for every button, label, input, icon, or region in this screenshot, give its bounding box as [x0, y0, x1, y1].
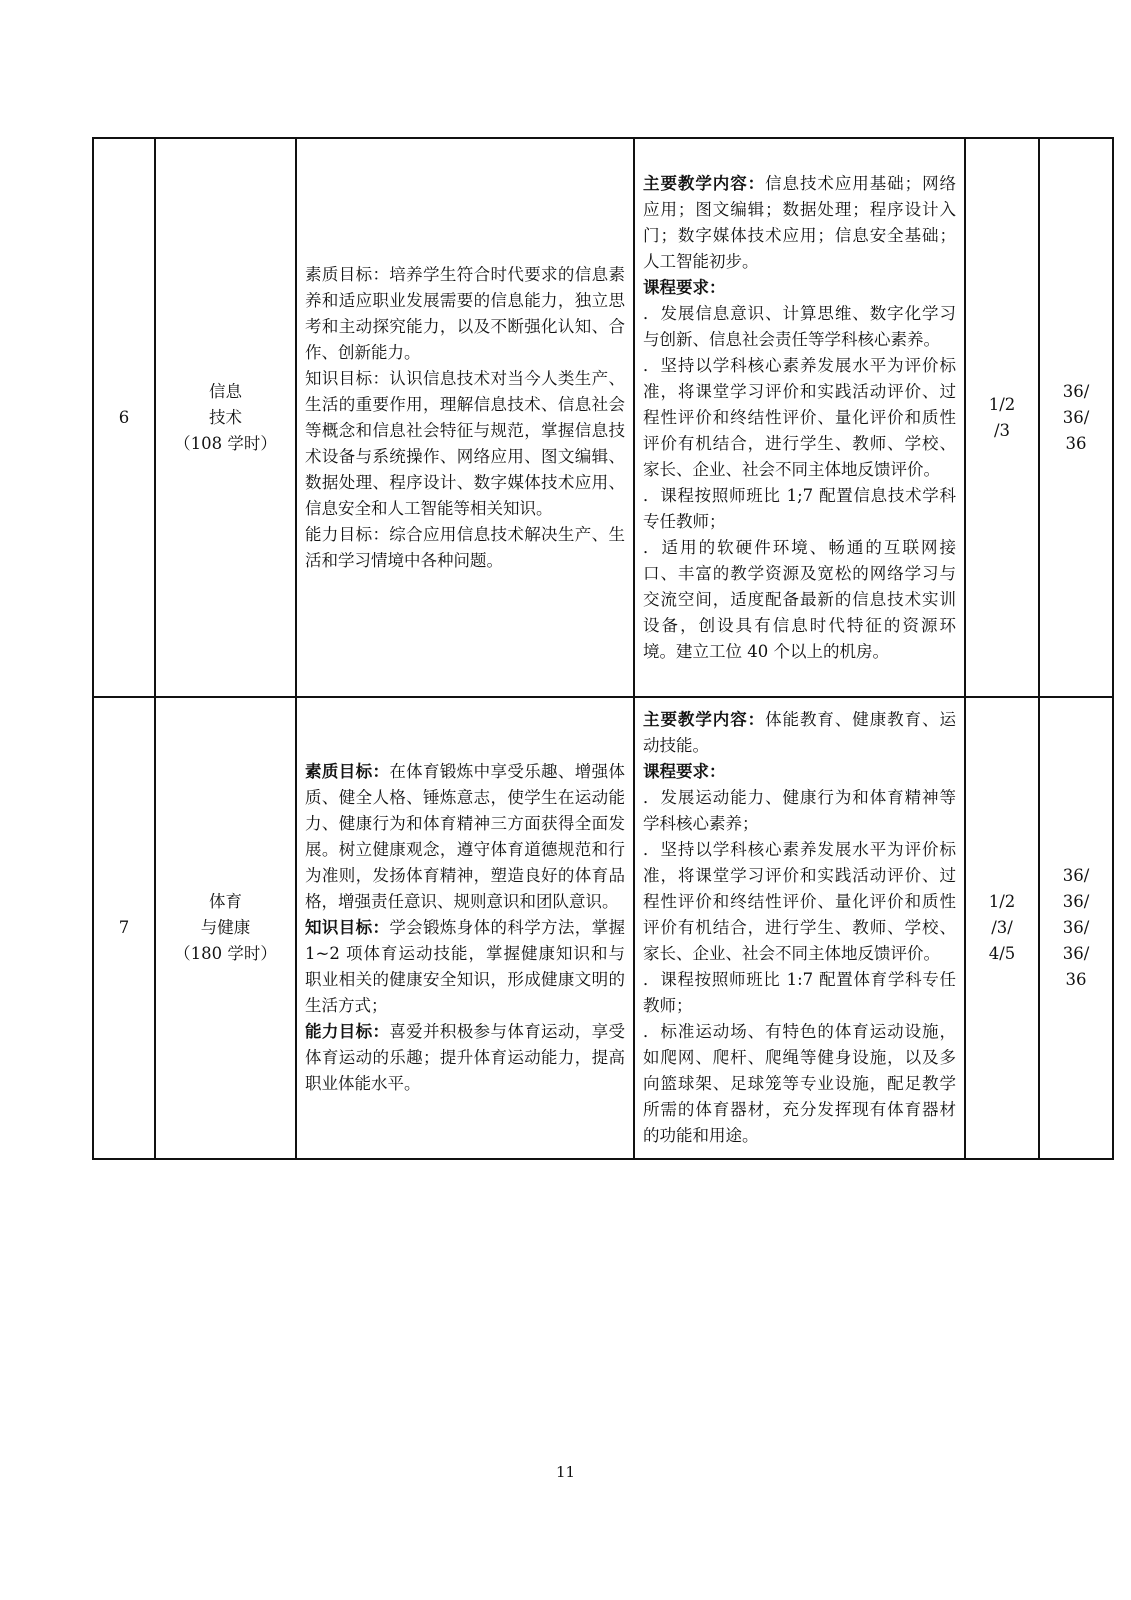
goal-quality: 素质目标：培养学生符合时代要求的信息素养和适应职业发展需要的信息能力，独立思考和主动探究能力，以及不断强化认知、合作、创新能力。 — [305, 264, 625, 362]
page-number: 11 — [555, 1463, 576, 1481]
hours-cell — [1039, 138, 1113, 697]
hours-line: 36/ — [1062, 918, 1090, 937]
goal-ability: 能力目标：综合应用信息技术解决生产、生活和学习情境中各种问题。 — [305, 524, 625, 570]
hours-line: 36/ — [1062, 944, 1090, 963]
main-content: 主要教学内容：信息技术应用基础；网络应用；图文编辑；数据处理；程序设计入门；数字媒体技术应用；信息安全基础；人工智能初步。 — [643, 173, 957, 271]
course-name-line: 技术 — [209, 407, 242, 427]
semester-cell — [965, 697, 1039, 1159]
course-number: 7 — [93, 697, 155, 1159]
requirement-item: ．坚持以学科核心素养发展水平为评价标准，将课堂学习评价和实践活动评价、过程性评价和终结性评价、量化评价和质性评价有机结合，进行学生、教师、学校、家长、企业、社会不同主体地反馈评价。 — [643, 840, 956, 963]
requirement-item: ．课程按照师班比 1:7 配置体育学科专任教师； — [643, 970, 956, 1015]
hours-line: 36/ — [1062, 381, 1090, 401]
hours-line: 36 — [1065, 970, 1087, 989]
semester-line: 1/2 — [988, 394, 1016, 414]
course-goals — [296, 138, 634, 697]
course-hours-label: （180 学时） — [174, 944, 277, 963]
semester-line: 4/5 — [988, 944, 1016, 963]
course-name — [155, 697, 296, 1159]
semester-line: /3 — [993, 420, 1011, 440]
course-name-line: 体育 — [209, 892, 242, 911]
semester-line: 1/2 — [988, 892, 1016, 911]
hours-line: 36/ — [1062, 866, 1090, 885]
table-row — [93, 138, 1113, 697]
course-content — [634, 138, 965, 697]
requirement-item: ．发展信息意识、计算思维、数字化学习与创新、信息社会责任等学科核心素养。 — [643, 303, 956, 349]
goal-quality: 素质目标：在体育锻炼中享受乐趣、增强体质、健全人格、锤炼意志，使学生在运动能力、健康行为和体育精神三方面获得全面发展。树立健康观念，遵守体育道德规范和行为准则，发扬体育精神，塑造良好的体育品格，增强责任意识、规则意识和团队意识。 — [305, 762, 626, 911]
semester-line: /3/ — [991, 918, 1013, 937]
goal-knowledge: 知识目标：学会锻炼身体的科学方法，掌握 1~2 项体育运动技能，掌握健康知识和与职业相关的健康安全知识，形成健康文明的生活方式； — [305, 918, 626, 1015]
requirement-item: ．课程按照师班比 1;7 配置信息技术学科专任教师； — [643, 485, 956, 531]
requirement-item: ．发展运动能力、健康行为和体育精神等学科核心素养； — [643, 788, 956, 833]
hours-line: 36/ — [1062, 407, 1090, 427]
course-table — [92, 137, 1114, 1160]
table-row — [93, 697, 1113, 1159]
course-content — [634, 697, 965, 1159]
course-name-line: 信息 — [209, 381, 242, 401]
requirement-item: ．适用的软硬件环境、畅通的互联网接口、丰富的教学资源及宽松的网络学习与交流空间，适度配备最新的信息技术实训设备，创设具有信息时代特征的资源环境。建立工位 40 个以上的机房。 — [643, 537, 956, 661]
course-name — [155, 138, 296, 697]
course-goals — [296, 697, 634, 1159]
goal-ability: 能力目标：喜爱并积极参与体育运动，享受体育运动的乐趣；提升体育运动能力，提高职业体能水平。 — [305, 1022, 626, 1093]
hours-line: 36/ — [1062, 892, 1090, 911]
hours-line: 36 — [1065, 433, 1087, 453]
course-hours-label: （108 学时） — [174, 433, 277, 453]
semester-cell — [965, 138, 1039, 697]
main-content: 主要教学内容：体能教育、健康教育、运动技能。 — [643, 710, 957, 755]
hours-cell — [1039, 697, 1113, 1159]
requirements-heading: 课程要求： — [643, 277, 726, 297]
course-name-line: 与健康 — [200, 918, 251, 937]
goal-knowledge: 知识目标：认识信息技术对当今人类生产、生活的重要作用，理解信息技术、信息社会等概念和信息社会特征与规范，掌握信息技术设备与系统操作、网络应用、图文编辑、数据处理、程序设计、数字媒体技术应用、信息安全和人工智能等相关知识。 — [305, 368, 625, 518]
requirement-item: ．标准运动场、有特色的体育运动设施，如爬网、爬杆、爬绳等健身设施，以及多向篮球架、足球笼等专业设施，配足教学所需的体育器材，充分发挥现有体育器材的功能和用途。 — [643, 1022, 956, 1145]
requirements-heading: 课程要求： — [643, 762, 726, 781]
requirement-item: ．坚持以学科核心素养发展水平为评价标准，将课堂学习评价和实践活动评价、过程性评价和终结性评价、量化评价和质性评价有机结合，进行学生、教师、学校、家长、企业、社会不同主体地反馈评价。 — [643, 355, 956, 479]
course-number: 6 — [93, 138, 155, 697]
